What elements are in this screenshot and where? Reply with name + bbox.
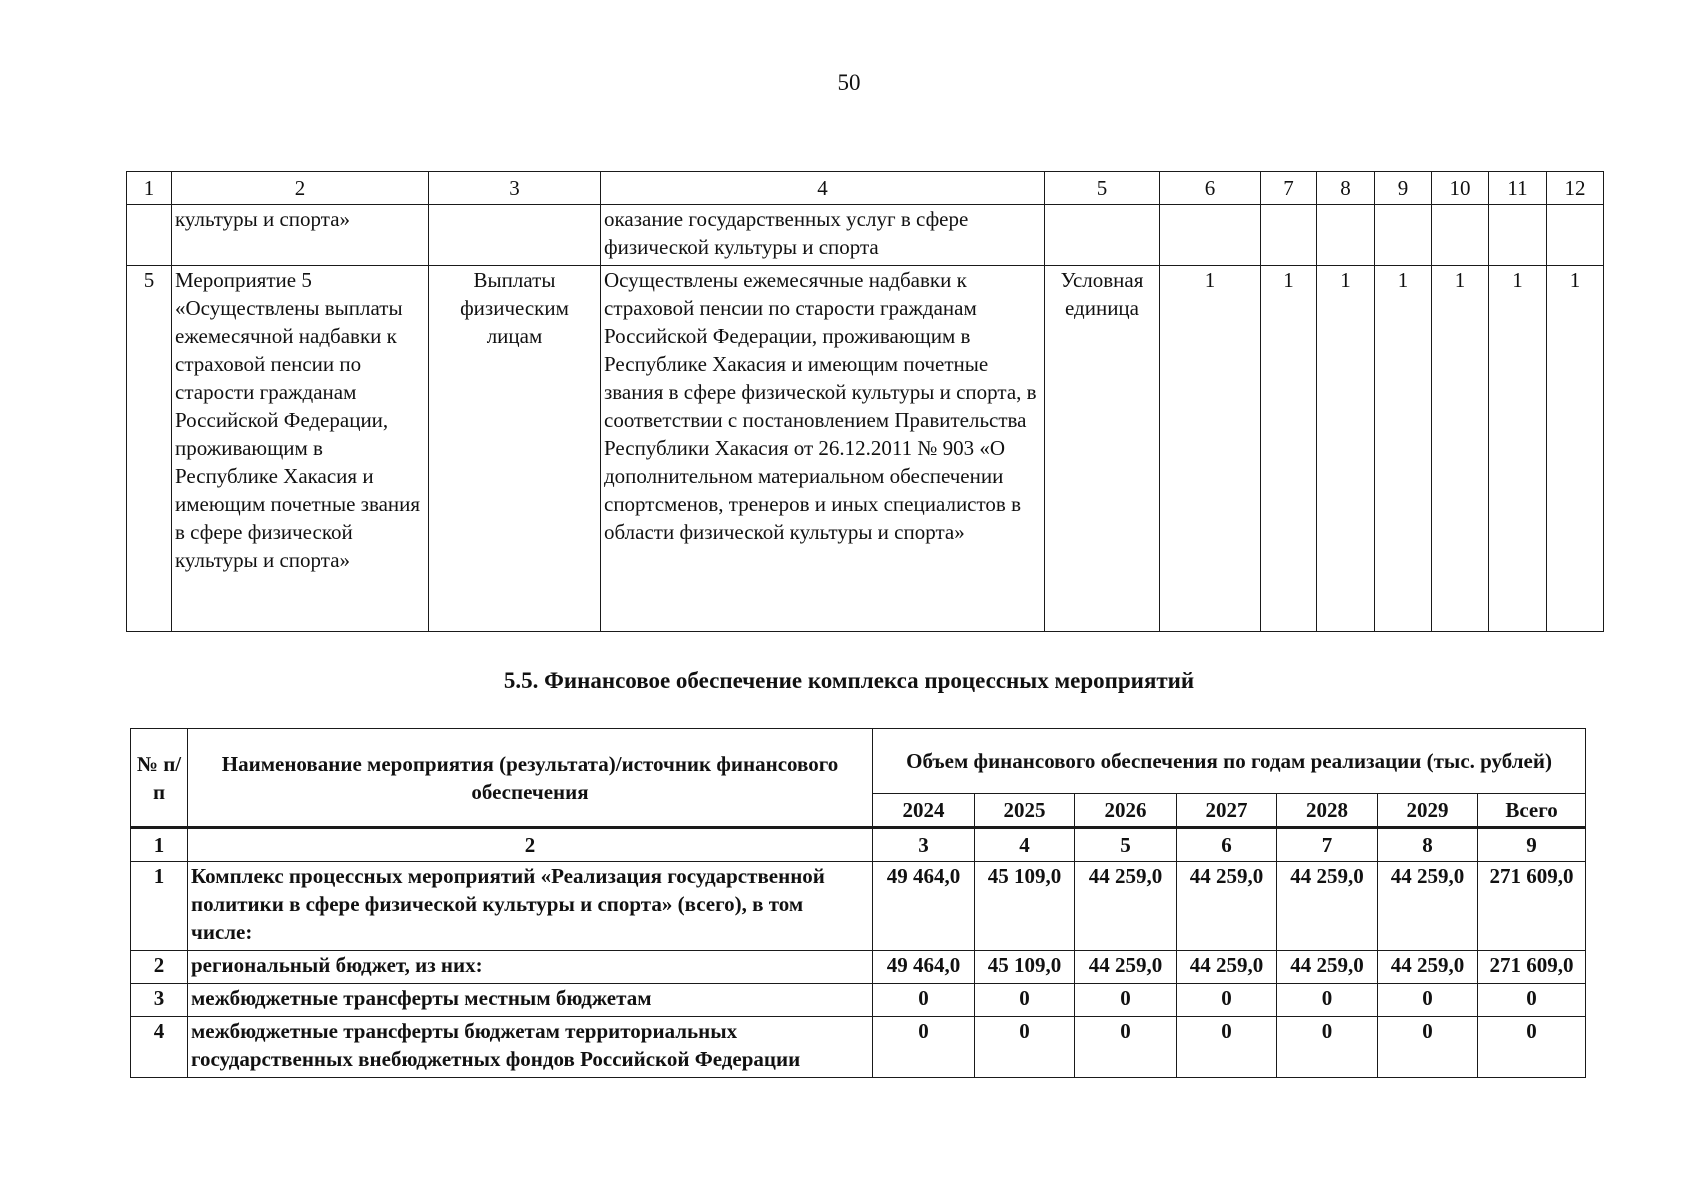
value-cell: 271 609,0	[1478, 862, 1586, 951]
value-cell: 0	[1075, 984, 1177, 1017]
header-cell: 5	[1045, 172, 1160, 205]
table-cell	[1317, 205, 1375, 266]
value-cell: 0	[1478, 984, 1586, 1017]
value-cell: 0	[873, 1017, 975, 1078]
col-num-header: № п/п	[131, 729, 188, 828]
value-cell: 49 464,0	[873, 862, 975, 951]
value-cell: 0	[1478, 1017, 1586, 1078]
index-cell: 8	[1378, 828, 1478, 862]
value-cell: 0	[1277, 1017, 1378, 1078]
table-cell: культуры и спорта»	[172, 205, 429, 266]
measure-name: Мероприятие 5 «Осуществлены выплаты ежемесячной надбавки к страховой пенсии по старости гражданам Российской Федерации, проживающим в Республике Хакасия и имеющим почетные звания в сфере физической культуры и спорта»	[172, 266, 429, 632]
value-cell: 44 259,0	[1378, 951, 1478, 984]
table-row	[131, 984, 1586, 1017]
value-cell: 1	[1547, 266, 1604, 632]
value-cell: 1	[1160, 266, 1261, 632]
value-cell: 49 464,0	[873, 951, 975, 984]
row-name: межбюджетные трансферты бюджетам территориальных государственных внебюджетных фондов Российской Федерации	[188, 1017, 873, 1078]
table-cell	[1261, 205, 1317, 266]
index-cell: 2	[188, 828, 873, 862]
col-volume-header: Объем финансового обеспечения по годам реализации (тыс. рублей)	[873, 729, 1586, 794]
measure-description: Осуществлены ежемесячные надбавки к страховой пенсии по старости гражданам Российской Федерации, проживающим в Республике Хакасия и имеющим почетные звания в сфере физической культуры и спорта, в соответствии с постановлением Правительства Республики Хакасия от 26.12.2011 № 903 «О дополнительном материальном обеспечении спортсменов, тренеров и иных специалистов в области физической культуры и спорта»	[601, 266, 1045, 632]
index-cell: 7	[1277, 828, 1378, 862]
row-name: Комплекс процессных мероприятий «Реализация государственной политики в сфере физической культуры и спорта» (всего), в том числе:	[188, 862, 873, 951]
table-cell	[1045, 205, 1160, 266]
value-cell: 0	[1177, 984, 1277, 1017]
header-cell: 1	[127, 172, 172, 205]
table-cell	[127, 205, 172, 266]
table-cell	[1160, 205, 1261, 266]
index-cell: 5	[1075, 828, 1177, 862]
table-row	[131, 951, 1586, 984]
value-cell: 1	[1489, 266, 1547, 632]
value-cell: 1	[1432, 266, 1489, 632]
year-header: 2029	[1378, 794, 1478, 828]
table-cell	[429, 205, 601, 266]
value-cell: 0	[1378, 984, 1478, 1017]
table-row	[131, 862, 1586, 951]
year-header: 2025	[975, 794, 1075, 828]
header-cell: 12	[1547, 172, 1604, 205]
year-header: 2026	[1075, 794, 1177, 828]
year-header: 2028	[1277, 794, 1378, 828]
value-cell: 1	[1375, 266, 1432, 632]
header-cell: 3	[429, 172, 601, 205]
index-cell: 1	[131, 828, 188, 862]
table-row	[131, 1017, 1586, 1078]
value-cell: 0	[1075, 1017, 1177, 1078]
table-row	[127, 266, 1604, 632]
value-cell: 1	[1261, 266, 1317, 632]
indicators-table	[126, 171, 1604, 632]
year-header: 2024	[873, 794, 975, 828]
value-cell: 44 259,0	[1177, 862, 1277, 951]
header-cell: 8	[1317, 172, 1375, 205]
table-cell	[1547, 205, 1604, 266]
financing-table	[130, 728, 1586, 1078]
value-cell: 44 259,0	[1177, 951, 1277, 984]
value-cell: 0	[1277, 984, 1378, 1017]
value-cell: 44 259,0	[1075, 951, 1177, 984]
table-cell	[1375, 205, 1432, 266]
header-cell: 11	[1489, 172, 1547, 205]
header-cell: 10	[1432, 172, 1489, 205]
table-cell	[1489, 205, 1547, 266]
row-number: 3	[131, 984, 188, 1017]
row-number: 1	[131, 862, 188, 951]
column-index-row	[131, 828, 1586, 862]
row-number: 4	[131, 1017, 188, 1078]
page-number: 50	[837, 70, 861, 95]
table-row	[127, 205, 1604, 266]
index-cell: 6	[1177, 828, 1277, 862]
index-cell: 9	[1478, 828, 1586, 862]
table-cell	[1432, 205, 1489, 266]
col-name-header: Наименование мероприятия (результата)/источник финансового обеспечения	[188, 729, 873, 828]
value-cell: 1	[1317, 266, 1375, 632]
value-cell: 0	[1177, 1017, 1277, 1078]
value-cell: 45 109,0	[975, 951, 1075, 984]
measure-unit: Условная единица	[1045, 266, 1160, 632]
header-cell: 2	[172, 172, 429, 205]
row-number: 5	[127, 266, 172, 632]
header-cell: 9	[1375, 172, 1432, 205]
value-cell: 44 259,0	[1277, 862, 1378, 951]
value-cell: 44 259,0	[1277, 951, 1378, 984]
header-cell: 6	[1160, 172, 1261, 205]
table-cell: оказание государственных услуг в сфере физической культуры и спорта	[601, 205, 1045, 266]
value-cell: 45 109,0	[975, 862, 1075, 951]
measure-type: Выплаты физическим лицам	[429, 266, 601, 632]
year-header: 2027	[1177, 794, 1277, 828]
header-cell: 4	[601, 172, 1045, 205]
table-header-row	[127, 172, 1604, 205]
value-cell: 0	[873, 984, 975, 1017]
index-cell: 3	[873, 828, 975, 862]
row-name: межбюджетные трансферты местным бюджетам	[188, 984, 873, 1017]
table-header-row	[131, 729, 1586, 794]
section-title: 5.5. Финансовое обеспечение комплекса процессных мероприятий	[503, 668, 1195, 693]
value-cell: 0	[1378, 1017, 1478, 1078]
value-cell: 44 259,0	[1075, 862, 1177, 951]
index-cell: 4	[975, 828, 1075, 862]
year-header: Всего	[1478, 794, 1586, 828]
row-name: региональный бюджет, из них:	[188, 951, 873, 984]
value-cell: 0	[975, 1017, 1075, 1078]
header-cell: 7	[1261, 172, 1317, 205]
value-cell: 44 259,0	[1378, 862, 1478, 951]
value-cell: 271 609,0	[1478, 951, 1586, 984]
row-number: 2	[131, 951, 188, 984]
value-cell: 0	[975, 984, 1075, 1017]
